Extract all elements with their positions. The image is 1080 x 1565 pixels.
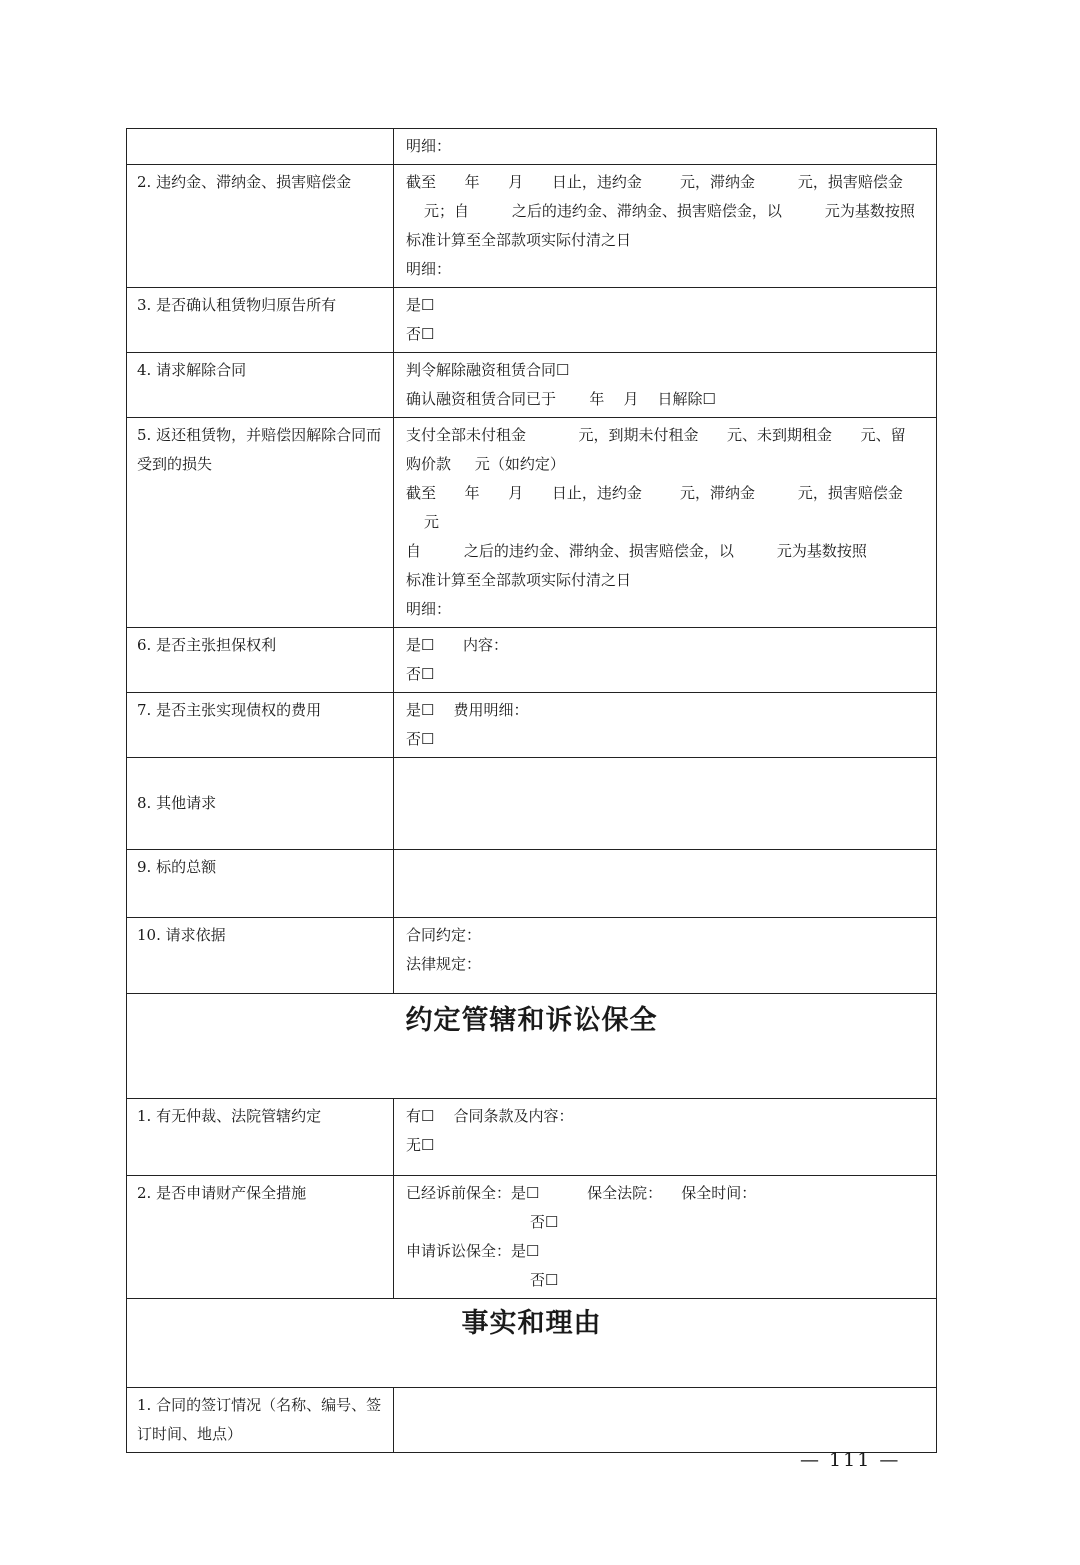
section-title: 事实和理由 bbox=[461, 1308, 602, 1339]
continuation-label bbox=[127, 129, 394, 165]
page-number: — 111 — bbox=[800, 1449, 901, 1471]
claim-content bbox=[394, 693, 937, 758]
content-line: 合同约定： bbox=[406, 926, 482, 944]
continuation-row bbox=[127, 129, 937, 165]
section-header-row bbox=[127, 994, 937, 1099]
section-header-row bbox=[127, 1299, 937, 1388]
yes-option[interactable]: 是☐ bbox=[406, 296, 435, 314]
has-option[interactable]: 有☐ 合同条款及内容： bbox=[406, 1107, 574, 1125]
content-line: 支付全部未付租金 元，到期未付租金 元、未到期租金 元、留 bbox=[406, 426, 906, 444]
content-line: 购价款 元（如约定） bbox=[406, 455, 565, 473]
section-header-cell bbox=[127, 1299, 937, 1388]
no-option[interactable]: 否☐ bbox=[406, 665, 435, 683]
content-line: 元 bbox=[424, 513, 440, 531]
content-line: 截至 年 月 日止，违约金 元，滞纳金 元，损害赔偿金 bbox=[406, 173, 903, 191]
facts-content-empty[interactable] bbox=[394, 1388, 937, 1453]
claim-label: 5. 返还租赁物，并赔偿因解除合同而受到的损失 bbox=[127, 418, 394, 628]
claim-row-penalty bbox=[127, 165, 937, 288]
facts-label: 1. 合同的签订情况（名称、编号、签订时间、地点） bbox=[127, 1388, 394, 1453]
claim-label: 6. 是否主张担保权利 bbox=[127, 628, 394, 693]
jurisdiction-row-arbitration bbox=[127, 1099, 937, 1176]
content-line: 截至 年 月 日止，违约金 元，滞纳金 元，损害赔偿金 bbox=[406, 484, 903, 502]
claim-label: 3. 是否确认租赁物归原告所有 bbox=[127, 288, 394, 353]
claim-content bbox=[394, 288, 937, 353]
facts-row-contract bbox=[127, 1388, 937, 1453]
claim-label: 10. 请求依据 bbox=[127, 918, 394, 994]
claim-content bbox=[394, 418, 937, 628]
claim-row-total bbox=[127, 850, 937, 918]
claim-content-empty[interactable] bbox=[394, 850, 937, 918]
claim-label: 8. 其他请求 bbox=[127, 758, 394, 850]
claim-content bbox=[394, 353, 937, 418]
claim-row-expenses bbox=[127, 693, 937, 758]
claim-row-return bbox=[127, 418, 937, 628]
claim-row-terminate bbox=[127, 353, 937, 418]
content-line: 明细： bbox=[406, 600, 452, 618]
content-line: 元；自 之后的违约金、滞纳金、损害赔偿金，以 元为基数按照 bbox=[424, 202, 915, 220]
section-header-cell bbox=[127, 994, 937, 1099]
claim-label: 7. 是否主张实现债权的费用 bbox=[127, 693, 394, 758]
litigation-preservation-no[interactable]: 否☐ bbox=[406, 1271, 559, 1289]
content-line: 标准计算至全部款项实际付清之日 bbox=[406, 231, 632, 249]
claim-content bbox=[394, 165, 937, 288]
claim-row-other bbox=[127, 758, 937, 850]
claim-content-empty[interactable] bbox=[394, 758, 937, 850]
yes-option[interactable]: 是☐ 费用明细： bbox=[406, 701, 529, 719]
jurisdiction-label: 1. 有无仲裁、法院管辖约定 bbox=[127, 1099, 394, 1176]
jurisdiction-row-preservation bbox=[127, 1176, 937, 1299]
pre-suit-preservation-no[interactable]: 否☐ bbox=[406, 1213, 559, 1231]
jurisdiction-content bbox=[394, 1176, 937, 1299]
content-line: 明细： bbox=[406, 260, 452, 278]
claim-label: 2. 违约金、滞纳金、损害赔偿金 bbox=[127, 165, 394, 288]
claim-row-basis bbox=[127, 918, 937, 994]
pre-suit-preservation-yes[interactable]: 已经诉前保全：是☐ 保全法院： 保全时间： bbox=[406, 1184, 757, 1202]
claim-content bbox=[394, 918, 937, 994]
none-option[interactable]: 无☐ bbox=[406, 1136, 435, 1154]
jurisdiction-label: 2. 是否申请财产保全措施 bbox=[127, 1176, 394, 1299]
content-line: 标准计算至全部款项实际付清之日 bbox=[406, 571, 632, 589]
claim-label: 9. 标的总额 bbox=[127, 850, 394, 918]
content-line: 法律规定： bbox=[406, 955, 482, 973]
claim-label: 4. 请求解除合同 bbox=[127, 353, 394, 418]
no-option[interactable]: 否☐ bbox=[406, 325, 435, 343]
claim-row-guarantee bbox=[127, 628, 937, 693]
content-line: 自 之后的违约金、滞纳金、损害赔偿金，以 元为基数按照 bbox=[406, 542, 867, 560]
claim-content bbox=[394, 628, 937, 693]
terminate-order-option[interactable]: 判令解除融资租赁合同☐ bbox=[406, 361, 570, 379]
no-option[interactable]: 否☐ bbox=[406, 730, 435, 748]
complaint-form-table bbox=[126, 128, 937, 1453]
section-title: 约定管辖和诉讼保全 bbox=[405, 1005, 658, 1036]
yes-option[interactable]: 是☐ 内容： bbox=[406, 636, 509, 654]
detail-line: 明细： bbox=[406, 137, 452, 155]
claim-row-ownership bbox=[127, 288, 937, 353]
jurisdiction-content bbox=[394, 1099, 937, 1176]
terminate-confirm-option[interactable]: 确认融资租赁合同已于 年 月 日解除☐ bbox=[406, 390, 716, 408]
litigation-preservation-yes[interactable]: 申请诉讼保全：是☐ bbox=[406, 1242, 540, 1260]
continuation-content bbox=[394, 129, 937, 165]
